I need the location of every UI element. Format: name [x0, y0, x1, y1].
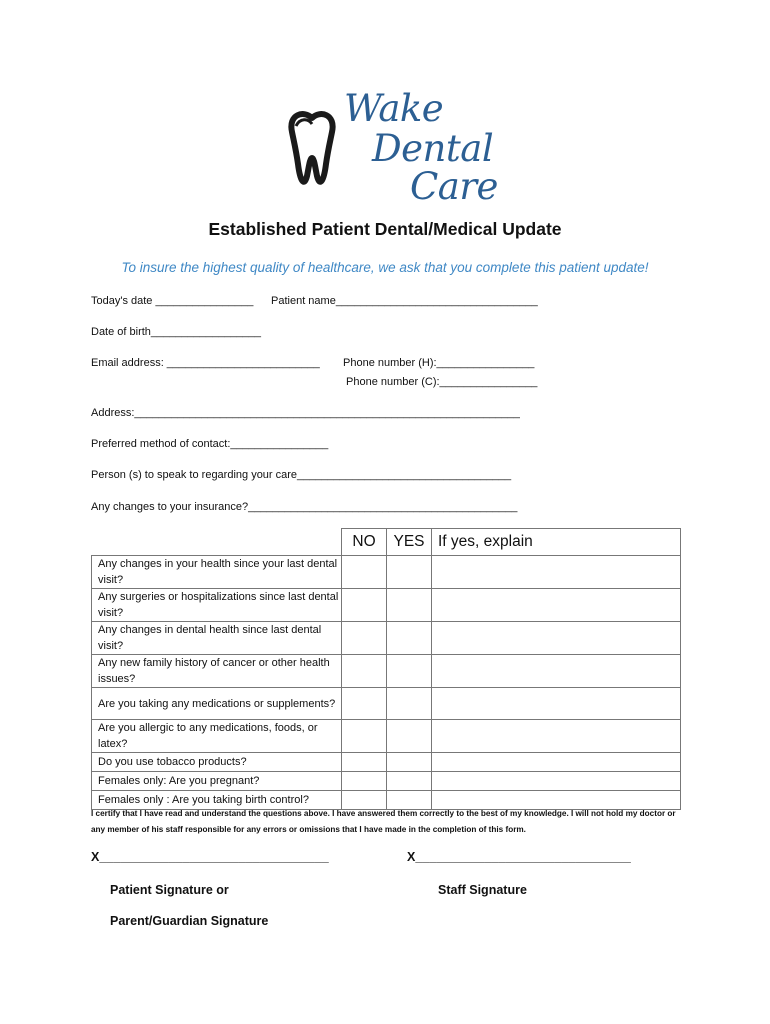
explain-cell[interactable]	[432, 556, 681, 589]
question-text: Females only: Are you pregnant?	[92, 772, 342, 791]
explain-cell[interactable]	[432, 720, 681, 753]
staff-signature-line[interactable]: X_______________________________	[407, 850, 631, 864]
explain-cell[interactable]	[432, 589, 681, 622]
no-checkbox[interactable]	[342, 772, 387, 791]
table-header-row	[92, 529, 681, 556]
table-row	[92, 589, 681, 622]
no-checkbox[interactable]	[342, 655, 387, 688]
table-row	[92, 622, 681, 655]
question-text: Any changes in dental health since last dental visit?	[92, 622, 342, 655]
guardian-signature-label: Parent/Guardian Signature	[110, 914, 269, 928]
yes-checkbox[interactable]	[387, 622, 432, 655]
health-questionnaire-table	[91, 528, 681, 810]
question-text: Females only : Are you taking birth control?	[92, 791, 342, 810]
yes-checkbox[interactable]	[387, 772, 432, 791]
dob-field[interactable]: Date of birth__________________	[91, 326, 262, 338]
question-text: Do you use tobacco products?	[92, 753, 342, 772]
logo	[282, 87, 498, 208]
yes-checkbox[interactable]	[387, 556, 432, 589]
table-row	[92, 720, 681, 753]
explain-cell[interactable]	[432, 753, 681, 772]
header-empty	[92, 529, 342, 556]
explain-cell[interactable]	[432, 772, 681, 791]
tooth-icon	[282, 102, 342, 192]
patient-signature-label: Patient Signature or	[110, 883, 229, 897]
header-no: NO	[342, 529, 387, 556]
header-explain: If yes, explain	[432, 529, 681, 556]
question-text: Are you allergic to any medications, foods, or latex?	[92, 720, 342, 753]
no-checkbox[interactable]	[342, 720, 387, 753]
yes-checkbox[interactable]	[387, 688, 432, 720]
email-field[interactable]: Email address: _________________________	[91, 357, 320, 369]
patient-signature-line[interactable]: X_________________________________	[91, 850, 329, 864]
no-checkbox[interactable]	[342, 556, 387, 589]
no-checkbox[interactable]	[342, 688, 387, 720]
certification-statement: I certify that I have read and understand the questions above. I have answered them correctly to the best of my knowledge. I will not hold my doctor or any member of his staff responsible for any errors or omissions that I have made in the completion of this form.	[91, 809, 676, 834]
table-row	[92, 556, 681, 589]
question-text: Any surgeries or hospitalizations since last dental visit?	[92, 589, 342, 622]
header-yes: YES	[387, 529, 432, 556]
address-field[interactable]: Address:_______________________________________________________________	[91, 407, 520, 419]
table-row	[92, 655, 681, 688]
logo-text-dental: Dental	[372, 127, 494, 170]
patient-name-field[interactable]: Patient name_________________________________	[271, 295, 538, 307]
table-row	[92, 753, 681, 772]
no-checkbox[interactable]	[342, 589, 387, 622]
question-text: Any new family history of cancer or other health issues?	[92, 655, 342, 688]
page-title: Established Patient Dental/Medical Update	[208, 219, 562, 239]
yes-checkbox[interactable]	[387, 753, 432, 772]
table-row	[92, 688, 681, 720]
staff-signature-label: Staff Signature	[438, 883, 527, 897]
question-text: Any changes in your health since your last dental visit?	[92, 556, 342, 589]
todays-date-field[interactable]: Today's date ________________	[91, 295, 254, 307]
no-checkbox[interactable]	[342, 622, 387, 655]
question-text: Are you taking any medications or supplements?	[92, 688, 342, 720]
explain-cell[interactable]	[432, 622, 681, 655]
contact-method-field[interactable]: Preferred method of contact:________________	[91, 438, 329, 450]
yes-checkbox[interactable]	[387, 655, 432, 688]
explain-cell[interactable]	[432, 655, 681, 688]
yes-checkbox[interactable]	[387, 720, 432, 753]
care-contact-person-field[interactable]: Person (s) to speak to regarding your care___________________________________	[91, 469, 512, 481]
phone-cell-field[interactable]: Phone number (C):________________	[346, 376, 538, 388]
yes-checkbox[interactable]	[387, 589, 432, 622]
page-subtitle: To insure the highest quality of healthcare, we ask that you complete this patient update!	[121, 260, 649, 275]
explain-cell[interactable]	[432, 688, 681, 720]
logo-text-care: Care	[410, 165, 498, 208]
insurance-changes-field[interactable]: Any changes to your insurance?____________________________________________	[91, 501, 518, 513]
table-row	[92, 772, 681, 791]
phone-home-field[interactable]: Phone number (H):________________	[343, 357, 535, 369]
logo-text-wake: Wake	[344, 87, 444, 130]
no-checkbox[interactable]	[342, 753, 387, 772]
